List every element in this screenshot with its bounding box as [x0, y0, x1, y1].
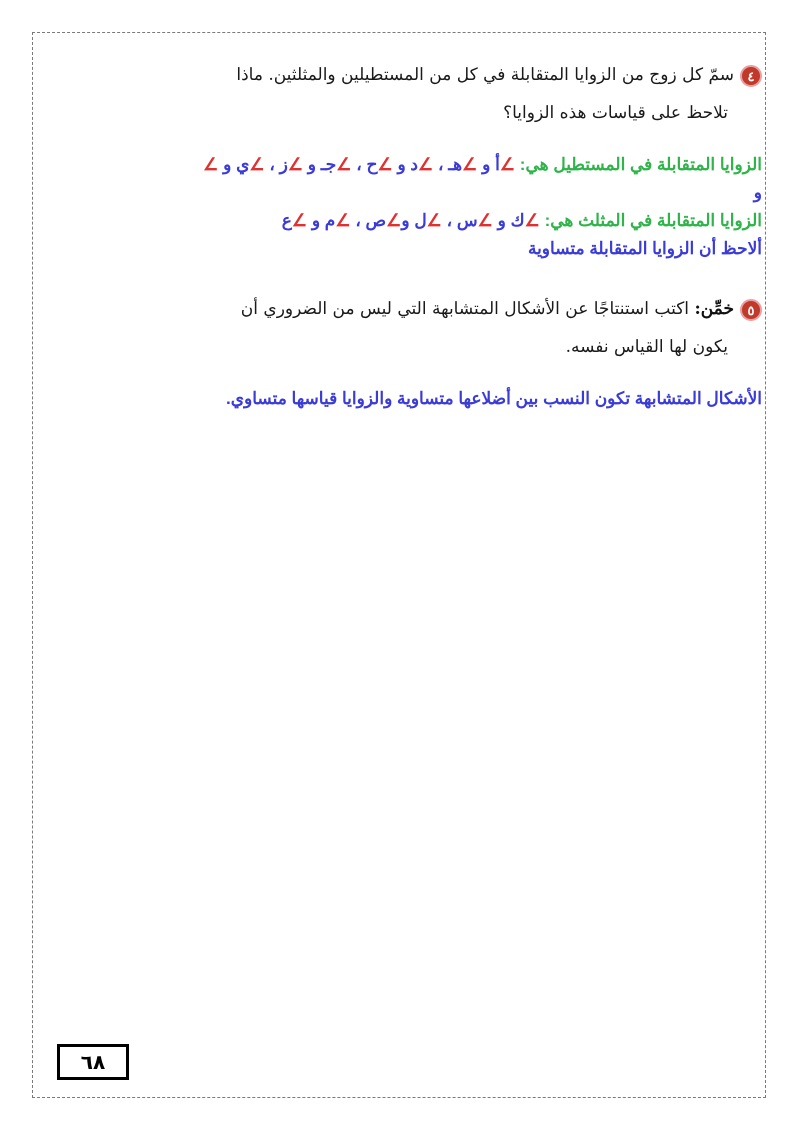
angle-symbol-icon: ∠: [249, 155, 265, 174]
angle-symbol-icon: ∠: [477, 211, 493, 230]
answer-rectangle-angles: ∠أ و ∠هـ ، ∠د و ∠ح ، ∠جـ و ∠ز ، ∠ي و ∠: [203, 155, 516, 174]
angle-symbol-icon: ∠: [499, 155, 516, 174]
angle-symbol-icon: ∠: [417, 155, 434, 174]
angle-symbol-icon: ∠: [291, 211, 308, 230]
question-4-badge: ٤: [740, 65, 762, 87]
question-5-line-2: يكون لها القياس نفسه.: [565, 337, 728, 357]
angle-symbol-icon: ∠: [203, 155, 219, 174]
answer-triangle-label: الزوايا المتقابلة في المثلث هي:: [544, 211, 762, 230]
angle-symbol-icon: ∠: [287, 155, 304, 174]
question-5-text-1: اكتب استنتاجًا عن الأشكال المتشابهة التي ليس من الضروري أن: [240, 299, 690, 319]
angle-symbol-icon: ∠: [426, 211, 442, 230]
question-4-line-1: [236, 57, 762, 93]
angle-symbol-icon: ∠: [335, 211, 351, 230]
question-5-line-1: [241, 291, 762, 327]
question-4-line-2: تلاحظ على قياسات هذه الزوايا؟: [503, 103, 728, 123]
angle-symbol-icon: ∠: [377, 155, 393, 174]
question-5-badge: ٥: [740, 299, 762, 321]
angle-symbol-icon: ∠: [462, 155, 478, 174]
answer-4-note: ألاحظ أن الزوايا المتقابلة متساوية: [527, 239, 762, 258]
question-5-keyword: خمِّن:: [694, 299, 734, 319]
answer-rectangle-line: [203, 151, 762, 179]
question-4-text-1: سمّ كل زوج من الزوايا المتقابلة في كل من المستطيلين والمثلثين. ماذا: [236, 65, 734, 85]
angle-symbol-icon: ∠: [336, 155, 352, 174]
answer-rectangle-label: الزوايا المتقابلة في المستطيل هي:: [519, 155, 762, 174]
angle-symbol-icon: ∠: [386, 211, 402, 230]
page-number: ٦٨: [57, 1044, 129, 1080]
page-border: [32, 32, 766, 1098]
answer-rectangle-continuation: و: [753, 183, 762, 202]
angle-symbol-icon: ∠: [524, 211, 540, 230]
answer-triangle-angles: ∠ك و ∠س ، ∠ل و∠ص ، ∠م و ∠ع: [281, 211, 540, 230]
answer-triangle-line: [282, 207, 762, 235]
answer-5-text: الأشكال المتشابهة تكون النسب بين أضلاعها متساوية والزوايا قياسها متساوي.: [225, 389, 762, 408]
